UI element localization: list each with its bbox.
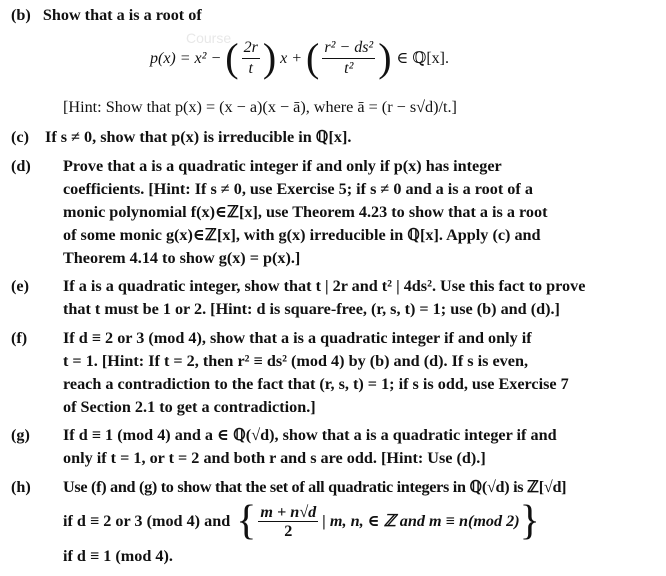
item-f-line-1: If d ≡ 2 or 3 (mod 4), show that a is a quadratic integer if and only if [63,329,532,347]
item-b-label: (b) [11,6,31,24]
item-f-line-3: reach a contradiction to the fact that (r, s, t) = 1; if s is odd, use Exercise 7 [63,375,569,393]
polynomial-formula: p(x) = x² − ( $\frac{2r}{t}$ ) x + ( $\frac{\text{r² − ds²}}{\text{t²}}$ ) ∈ ℚ[x]. [150,35,449,80]
item-h-label-line [11,476,31,499]
item-d-line-1: Prove that a is a quadratic integer if and only if p(x) has integer [63,157,502,175]
item-f-line-2: t = 1. [Hint: If t = 2, then r² ≡ ds² (mod 4) by (b) and (d). If s is even, [63,352,529,370]
item-d-label: (d) [11,157,31,175]
item-h-label: (h) [11,478,31,496]
fraction-2r-over-t: $\frac{2r}{t}$ [243,38,258,77]
item-f-label-line [11,327,27,350]
item-g-label-line [11,424,30,447]
item-g-line-2: only if t = 1, or t = 2 and both r and s are odd. [Hint: Use (d).] [63,449,486,467]
item-g-label: (g) [11,426,30,444]
item-d-line-5: Theorem 4.14 to show g(x) = p(x).] [63,249,301,267]
item-f-label: (f) [11,329,28,347]
item-h-line-2-text: if d ≡ 2 or 3 (mod 4) and [63,511,231,530]
item-c-text: If s ≠ 0, show that p(x) is irreducible in ℚ[x]. [45,128,352,146]
set-condition: | m, n, ∈ ℤ and m ≡ n(mod 2) [322,511,520,530]
item-h-line-1: Use (f) and (g) to show that the set of all quadratic integers in ℚ(√d) is ℤ[√d] [63,478,567,496]
item-b [11,4,202,27]
item-b-text: Show that a is a root of [42,6,202,24]
item-b-hint: [Hint: Show that p(x) = (x − a)(x − ā), where ā = (r − s√d)/t.] [63,98,457,116]
item-g-line-1: If d ≡ 1 (mod 4) and a ∈ ℚ(√d), show that a is a quadratic integer if and [63,426,557,444]
formula-x-plus: x + [280,49,303,67]
formula-end: ∈ ℚ[x]. [396,49,449,67]
item-d-label-line [11,155,31,178]
item-d-line-3: monic polynomial f(x)∈ℤ[x], use Theorem 4.23 to show that a is a root [63,203,548,221]
item-e-line-2: that t must be 1 or 2. [Hint: d is square-free, (r, s, t) = 1; use (b) and (d).] [63,300,560,318]
item-e-line-1: If a is a quadratic integer, show that t | 2r and t² | 4ds². Use this fact to prove [63,277,586,295]
set-fraction: $\frac{m + n√d}{2}$ [260,502,317,540]
item-h-line-3: if d ≡ 1 (mod 4). [63,547,173,565]
watermark: Course [186,30,232,46]
item-c-label: (c) [11,128,29,146]
fraction-constant-term: $\frac{\text{r² − ds²}}{\text{t²}}$ [324,38,374,77]
item-c [11,126,351,149]
item-d-line-2: coefficients. [Hint: If s ≠ 0, use Exercise 5; if s ≠ 0 and a is a root of a [63,180,533,198]
item-d-line-4: of some monic g(x)∈ℤ[x], with g(x) irreducible in ℚ[x]. Apply (c) and [63,226,541,244]
item-f-line-4: of Section 2.1 to get a contradiction.] [63,398,316,416]
item-e-label-line [11,275,29,298]
item-h-line-2: if d ≡ 2 or 3 (mod 4) and { $\frac{m + n√d}{2}$ | m, n, ∈ ℤ and m ≡ n(mod 2) } [63,498,540,544]
item-e-label: (e) [11,277,29,295]
formula-lhs: p(x) = x² − [150,49,222,67]
